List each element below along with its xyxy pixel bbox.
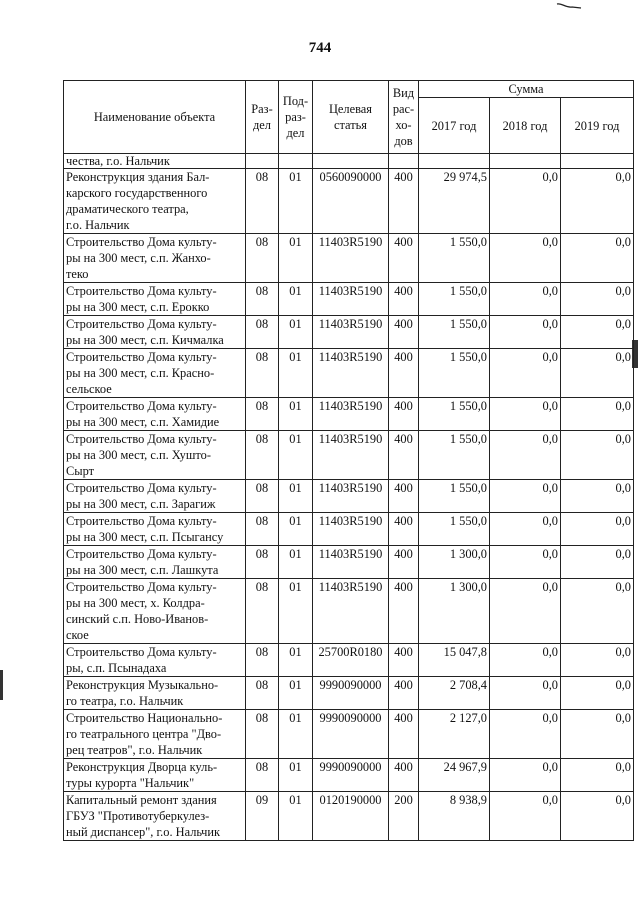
cell-empty xyxy=(419,154,490,169)
cell-target: 11403R5190 xyxy=(313,234,389,283)
cell-razdel: 08 xyxy=(246,349,279,398)
cell-name: Строительство Дома культу- ры на 300 мест, с.п. Хушто- Сырт xyxy=(64,431,246,480)
cell-razdel: 08 xyxy=(246,398,279,431)
cell-razdel: 08 xyxy=(246,677,279,710)
cell-razdel: 08 xyxy=(246,546,279,579)
cell-empty xyxy=(490,154,561,169)
cell-vid: 400 xyxy=(389,316,419,349)
cell-target: 11403R5190 xyxy=(313,398,389,431)
table-row xyxy=(64,283,634,316)
cell-target: 11403R5190 xyxy=(313,546,389,579)
cell-razdel: 08 xyxy=(246,710,279,759)
cell-2019: 0,0 xyxy=(561,316,634,349)
header-2019: 2019 год xyxy=(561,98,634,154)
cell-2017: 1 550,0 xyxy=(419,398,490,431)
cell-podrazdel: 01 xyxy=(279,234,313,283)
scan-edge-mark xyxy=(0,670,3,700)
cell-name: Строительство Дома культу- ры, с.п. Псынадаха xyxy=(64,644,246,677)
cell-2019: 0,0 xyxy=(561,398,634,431)
cell-podrazdel: 01 xyxy=(279,710,313,759)
cell-target: 11403R5190 xyxy=(313,283,389,316)
cell-podrazdel: 01 xyxy=(279,316,313,349)
cell-name: Строительство Дома культу- ры на 300 мест, с.п. Зарагиж xyxy=(64,480,246,513)
header-razdel: Раз- дел xyxy=(246,81,279,154)
table-row xyxy=(64,316,634,349)
cell-empty xyxy=(389,154,419,169)
cell-podrazdel: 01 xyxy=(279,349,313,398)
table-row xyxy=(64,349,634,398)
cell-2018: 0,0 xyxy=(490,792,561,841)
cell-vid: 400 xyxy=(389,480,419,513)
cell-target: 25700R0180 xyxy=(313,644,389,677)
cell-2018: 0,0 xyxy=(490,480,561,513)
cell-podrazdel: 01 xyxy=(279,579,313,644)
cell-vid: 400 xyxy=(389,546,419,579)
cell-razdel: 08 xyxy=(246,283,279,316)
cell-target: 11403R5190 xyxy=(313,480,389,513)
cell-2018: 0,0 xyxy=(490,316,561,349)
cell-2017: 1 550,0 xyxy=(419,480,490,513)
cell-2018: 0,0 xyxy=(490,234,561,283)
cell-name: Строительство Дома культу- ры на 300 мест, с.п. Ерокко xyxy=(64,283,246,316)
cell-empty xyxy=(561,154,634,169)
cell-2017: 1 550,0 xyxy=(419,513,490,546)
cell-name: Строительство Дома культу- ры на 300 мест, с.п. Красно- сельское xyxy=(64,349,246,398)
cell-target: 9990090000 xyxy=(313,677,389,710)
cell-2019: 0,0 xyxy=(561,644,634,677)
cell-2018: 0,0 xyxy=(490,513,561,546)
cell-2019: 0,0 xyxy=(561,234,634,283)
cell-2018: 0,0 xyxy=(490,431,561,480)
cell-2017: 15 047,8 xyxy=(419,644,490,677)
cell-2017: 2 127,0 xyxy=(419,710,490,759)
cell-razdel: 08 xyxy=(246,316,279,349)
cell-2019: 0,0 xyxy=(561,513,634,546)
cell-razdel: 08 xyxy=(246,759,279,792)
cell-name: Реконструкция Дворца куль- туры курорта "Нальчик" xyxy=(64,759,246,792)
cell-2018: 0,0 xyxy=(490,644,561,677)
cell-razdel: 08 xyxy=(246,644,279,677)
cell-empty xyxy=(313,154,389,169)
table-row xyxy=(64,513,634,546)
cell-2017: 1 550,0 xyxy=(419,316,490,349)
cell-2017: 1 550,0 xyxy=(419,283,490,316)
cell-vid: 400 xyxy=(389,644,419,677)
cell-razdel: 08 xyxy=(246,513,279,546)
cell-podrazdel: 01 xyxy=(279,677,313,710)
cell-target: 11403R5190 xyxy=(313,579,389,644)
cell-vid: 400 xyxy=(389,431,419,480)
cell-2019: 0,0 xyxy=(561,579,634,644)
cell-podrazdel: 01 xyxy=(279,398,313,431)
cell-razdel: 08 xyxy=(246,579,279,644)
table-row xyxy=(64,480,634,513)
cell-2017: 2 708,4 xyxy=(419,677,490,710)
cell-podrazdel: 01 xyxy=(279,513,313,546)
cell-2018: 0,0 xyxy=(490,398,561,431)
cell-2017: 1 300,0 xyxy=(419,579,490,644)
header-sum: Сумма xyxy=(419,81,634,98)
cell-2018: 0,0 xyxy=(490,169,561,234)
cell-name: Строительство Дома культу- ры на 300 мест, с.п. Жанхо- теко xyxy=(64,234,246,283)
cell-podrazdel: 01 xyxy=(279,546,313,579)
cell-2019: 0,0 xyxy=(561,349,634,398)
cell-name: Строительство Дома культу- ры на 300 мест, с.п. Хамидие xyxy=(64,398,246,431)
header-target: Целевая статья xyxy=(313,81,389,154)
header-2017: 2017 год xyxy=(419,98,490,154)
cell-2019: 0,0 xyxy=(561,677,634,710)
cell-name: Строительство Дома культу- ры на 300 мест, с.п. Кичмалка xyxy=(64,316,246,349)
page-number: 744 xyxy=(308,40,332,56)
cell-2019: 0,0 xyxy=(561,710,634,759)
cell-vid: 400 xyxy=(389,677,419,710)
cell-2018: 0,0 xyxy=(490,677,561,710)
cell-vid: 400 xyxy=(389,579,419,644)
header-2018: 2018 год xyxy=(490,98,561,154)
cell-target: 9990090000 xyxy=(313,710,389,759)
cell-target: 11403R5190 xyxy=(313,316,389,349)
cell-podrazdel: 01 xyxy=(279,283,313,316)
table-row xyxy=(64,169,634,234)
cell-name: Строительство Национально- го театрального центра "Дво- рец театров", г.о. Нальчик xyxy=(64,710,246,759)
cell-2018: 0,0 xyxy=(490,546,561,579)
cell-vid: 400 xyxy=(389,283,419,316)
table-row xyxy=(64,546,634,579)
scan-artifact-mark xyxy=(556,2,582,10)
cell-name: Строительство Дома культу- ры на 300 мест, х. Колдра- синский с.п. Ново-Иванов- ское xyxy=(64,579,246,644)
table-row xyxy=(64,398,634,431)
cell-vid: 200 xyxy=(389,792,419,841)
cell-target: 0120190000 xyxy=(313,792,389,841)
cell-2019: 0,0 xyxy=(561,169,634,234)
cell-2019: 0,0 xyxy=(561,431,634,480)
cell-vid: 400 xyxy=(389,398,419,431)
cell-podrazdel: 01 xyxy=(279,169,313,234)
table-row xyxy=(64,431,634,480)
cell-name: Капитальный ремонт здания ГБУЗ "Противотуберкулез- ный диспансер", г.о. Нальчик xyxy=(64,792,246,841)
cell-empty xyxy=(279,154,313,169)
cell-vid: 400 xyxy=(389,234,419,283)
cell-name: Строительство Дома культу- ры на 300 мест, с.п. Лашкута xyxy=(64,546,246,579)
cell-podrazdel: 01 xyxy=(279,644,313,677)
cell-2017: 1 550,0 xyxy=(419,431,490,480)
cell-vid: 400 xyxy=(389,169,419,234)
table-row xyxy=(64,677,634,710)
cell-razdel: 08 xyxy=(246,480,279,513)
cell-2019: 0,0 xyxy=(561,759,634,792)
cell-2019: 0,0 xyxy=(561,283,634,316)
cell-2017: 1 550,0 xyxy=(419,234,490,283)
cell-razdel: 08 xyxy=(246,431,279,480)
cell-target: 9990090000 xyxy=(313,759,389,792)
cell-2017: 8 938,9 xyxy=(419,792,490,841)
header-podrazdel: Под- раз- дел xyxy=(279,81,313,154)
cell-name: Строительство Дома культу- ры на 300 мест, с.п. Псыгансу xyxy=(64,513,246,546)
cell-2018: 0,0 xyxy=(490,759,561,792)
header-vid: Вид рас- хо- дов xyxy=(389,81,419,154)
cell-name: Реконструкция Музыкально- го театра, г.о. Нальчик xyxy=(64,677,246,710)
cell-podrazdel: 01 xyxy=(279,759,313,792)
cell-2017: 1 550,0 xyxy=(419,349,490,398)
table-row xyxy=(64,579,634,644)
cell-empty xyxy=(246,154,279,169)
cell-2018: 0,0 xyxy=(490,349,561,398)
cell-2019: 0,0 xyxy=(561,546,634,579)
cell-vid: 400 xyxy=(389,759,419,792)
cell-name: Реконструкция здания Бал- карского государственного драматического театра, г.о. Нальчик xyxy=(64,169,246,234)
cell-target: 11403R5190 xyxy=(313,431,389,480)
cell-2017: 1 300,0 xyxy=(419,546,490,579)
cell-2018: 0,0 xyxy=(490,283,561,316)
cell-target: 0560090000 xyxy=(313,169,389,234)
cell-vid: 400 xyxy=(389,349,419,398)
cell-podrazdel: 01 xyxy=(279,792,313,841)
cell-2018: 0,0 xyxy=(490,579,561,644)
cell-podrazdel: 01 xyxy=(279,431,313,480)
cell-2019: 0,0 xyxy=(561,480,634,513)
table-row-continuation xyxy=(64,154,634,169)
cell-razdel: 09 xyxy=(246,792,279,841)
table-row xyxy=(64,644,634,677)
cell-target: 11403R5190 xyxy=(313,513,389,546)
header-name: Наименование объекта xyxy=(64,81,246,154)
cell-razdel: 08 xyxy=(246,169,279,234)
cell-name: чества, г.о. Нальчик xyxy=(64,154,246,169)
table-row xyxy=(64,234,634,283)
cell-2017: 29 974,5 xyxy=(419,169,490,234)
cell-podrazdel: 01 xyxy=(279,480,313,513)
cell-2019: 0,0 xyxy=(561,792,634,841)
cell-vid: 400 xyxy=(389,513,419,546)
cell-2017: 24 967,9 xyxy=(419,759,490,792)
cell-vid: 400 xyxy=(389,710,419,759)
cell-2018: 0,0 xyxy=(490,710,561,759)
table-row xyxy=(64,759,634,792)
cell-target: 11403R5190 xyxy=(313,349,389,398)
cell-razdel: 08 xyxy=(246,234,279,283)
budget-table xyxy=(63,80,634,841)
table-row xyxy=(64,710,634,759)
table-row xyxy=(64,792,634,841)
